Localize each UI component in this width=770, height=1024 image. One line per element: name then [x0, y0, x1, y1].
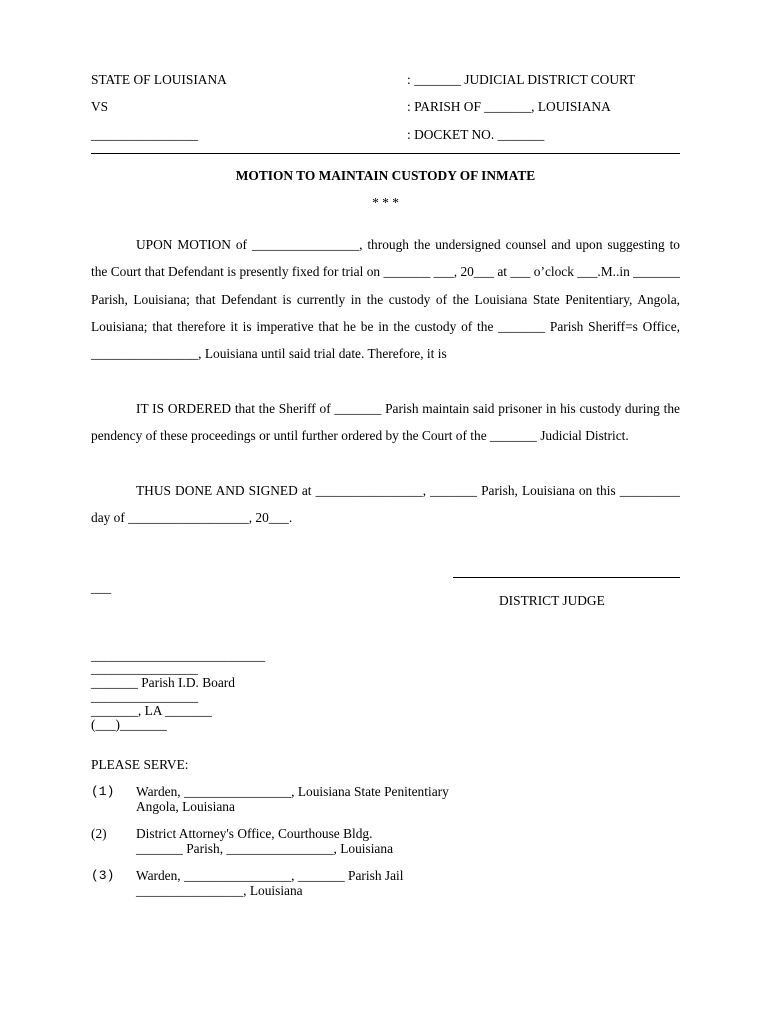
order-paragraph: IT IS ORDERED that the Sheriff of _______ Parish maintain said prisoner in his custody during the pendency of these proceedings or until further ordered by the Court of the _______ Judicial District. [91, 401, 680, 444]
serve-item [136, 784, 449, 814]
counsel-address-blank: ________________ [91, 689, 199, 704]
serve-item [136, 826, 393, 856]
motion-paragraph: UPON MOTION of ________________, through the undersigned counsel and upon suggesting to the Court that Defendant is presently fixed for trial on _______ ___, 20___ at ___ o’clock ___.M..in _______ Parish, Louisiana; that Defendant is currently in the custody of the Louisiana State Penitentiary, Angola, Louisiana; that therefore it is imperative that he be in the custody of the _______ Parish Sheriff=s Office, ________________, Louisiana until said trial date. Therefore, it is [91, 237, 680, 362]
counsel-city: _______, LA _______ [91, 703, 212, 718]
serve-item-line: District Attorney's Office, Courthouse Bldg. [136, 826, 373, 841]
counsel-name-blank: ________________ [91, 661, 199, 676]
counsel-signature-line: __________________________ [91, 648, 266, 663]
judge-signature-line [453, 577, 680, 578]
serve-item-line: _______ Parish, ________________, Louisiana [136, 841, 394, 856]
stray-blank: ___ [91, 580, 112, 595]
caption-parish: : PARISH OF _______, LOUISIANA [407, 99, 611, 114]
counsel-board: _______ Parish I.D. Board [91, 675, 235, 690]
document-title: MOTION TO MAINTAIN CUSTODY OF INMATE [235, 168, 536, 183]
counsel-phone: (___)_______ [91, 717, 167, 732]
caption-vs: VS [91, 99, 109, 114]
serve-item-line: ________________, Louisiana [136, 883, 303, 898]
title-separator: * * * [372, 195, 399, 210]
caption-court: : _______ JUDICIAL DISTRICT COURT [407, 72, 636, 87]
caption-divider [91, 153, 680, 154]
serve-item [136, 868, 403, 898]
serve-number: (1) [91, 784, 115, 799]
serve-item-line: Angola, Louisiana [136, 799, 235, 814]
signed-paragraph: THUS DONE AND SIGNED at ________________, _______ Parish, Louisiana on this _________ day of __________________, 20___. [91, 483, 680, 526]
caption-docket: : DOCKET NO. _______ [407, 127, 545, 142]
serve-heading: PLEASE SERVE: [91, 757, 189, 772]
serve-number: (3) [91, 868, 115, 883]
judge-label: DISTRICT JUDGE [499, 593, 605, 608]
serve-number: (2) [91, 826, 107, 841]
caption-defendant-blank: ________________ [91, 127, 199, 142]
serve-item-line: Warden, ________________, _______ Parish Jail [136, 868, 404, 883]
serve-item-line: Warden, ________________, Louisiana State Penitentiary [136, 784, 449, 799]
caption-state: STATE OF LOUISIANA [91, 72, 227, 87]
